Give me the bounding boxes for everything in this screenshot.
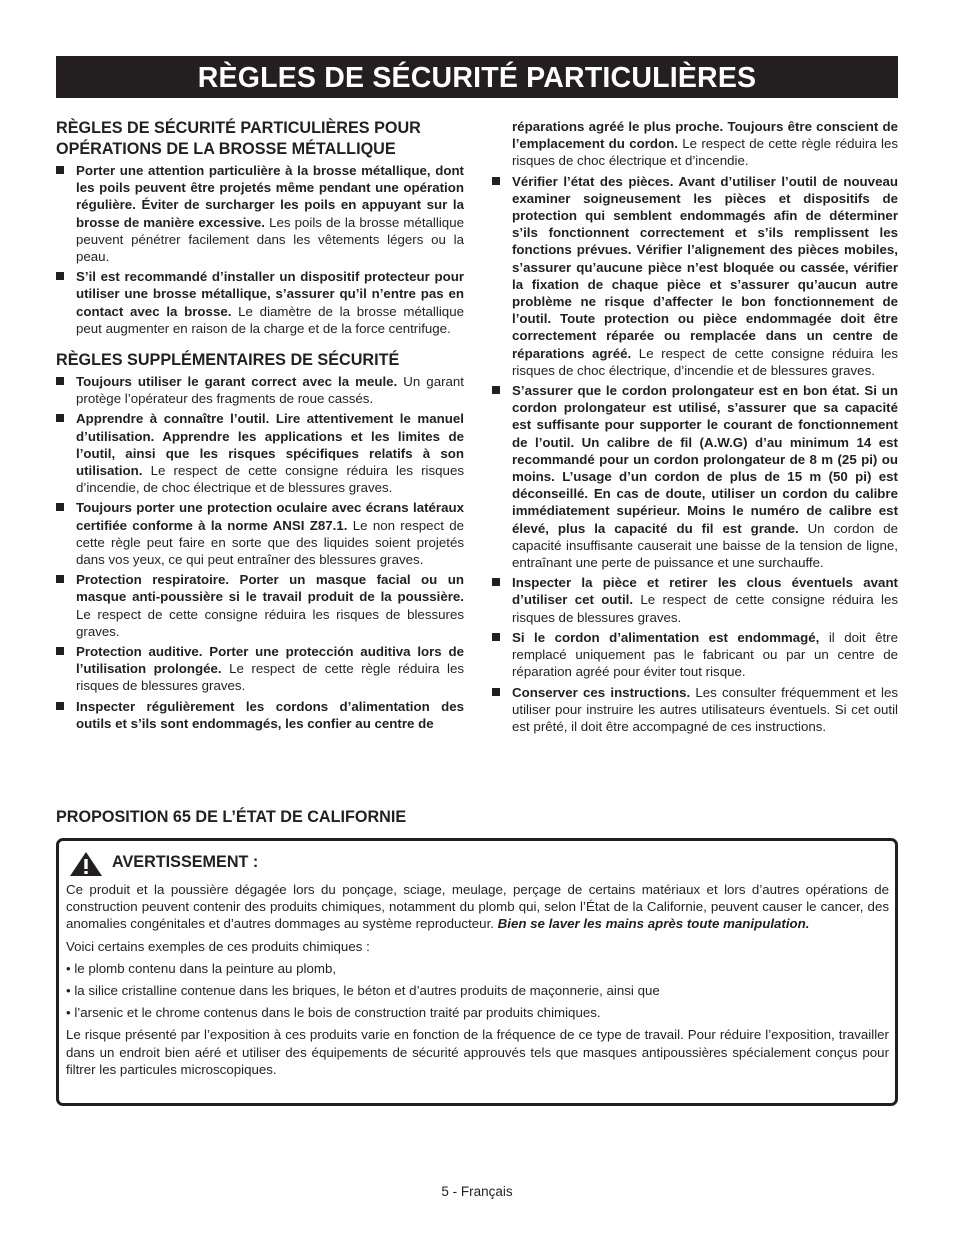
example-item: • le plomb contenu dans la peinture au plomb, bbox=[66, 960, 337, 976]
warning-paragraph bbox=[66, 881, 889, 933]
bullet-square-icon bbox=[56, 702, 64, 710]
prop65-heading: PROPOSITION 65 DE L’ÉTAT DE CALIFORNIE bbox=[56, 808, 407, 826]
item-bold: Toujours utiliser le garant correct avec la meule. bbox=[76, 374, 398, 390]
item-text: Le respect de cette consigne réduira les risques de choc électrique, d’incendie et de blessures graves. bbox=[512, 345, 898, 378]
item-text: Le respect de cette règle réduira les risques de choc électrique et d’incendie. bbox=[512, 136, 899, 169]
page-footer: 5 - Français bbox=[441, 1184, 513, 1199]
additional-rules-heading: RÈGLES SUPPLÉMENTAIRES DE SÉCURITÉ bbox=[56, 351, 400, 370]
wire-brush-heading: RÈGLES DE SÉCURITÉ PARTICULIÈRES POUR OPÉRATIONS DE LA BROSSE MÉTALLIQUE bbox=[56, 119, 421, 158]
item-text: Un cordon de capacité insuffisante causerait une baisse de la tension de ligne, entraînant une perte de puissance et une surchauffe. bbox=[512, 520, 899, 571]
bullet-square-icon bbox=[492, 386, 500, 394]
list-item bbox=[56, 643, 464, 695]
bullet-square-icon bbox=[492, 688, 500, 696]
list-item bbox=[492, 684, 898, 736]
list-item bbox=[56, 698, 464, 732]
closing-paragraph: Le risque présenté par l’exposition à ces produits varie en fonction de la fréquence de ce type de travail. Pour réduire l’exposition, travailler dans un endroit bien aéré et utiliser des équipements de sécurité approuvés tels que masques antipoussières spécialement conçus pour filtrer les particules microscopiques. bbox=[66, 1027, 889, 1077]
list-item bbox=[492, 629, 898, 681]
item-text: Le respect de cette consigne réduira les risques de blessures graves. bbox=[512, 592, 898, 625]
list-item bbox=[56, 162, 464, 265]
example-item: • la silice cristalline contenue dans les briques, le béton et d’autres produits de maçonnerie, ainsi que bbox=[66, 983, 660, 999]
example-item: • l’arsenic et le chrome contenus dans le bois de construction traité par produits chimiques. bbox=[66, 1005, 601, 1021]
item-bold: S’assurer que le cordon prolongateur est en bon état. Si un cordon prolongateur est utilisé, s’assurer que sa capacité est suffisante pour supporter le courant de fonctionnement de l’outil. Un calibre de fil (A.W.G) d’au minimum 14 est recommandé pour un cordon prolongateur de 8 m (25 pi) ou moins. L’usage d’un cordon de plus de 15 m (50 pi) est déconseillé. En cas de doute, utiliser un cordon du calibre immédiatement supérieur. Moins le numéro de calibre est élevé, plus la capacité du fil est grande. bbox=[512, 383, 898, 536]
item-bold: Porter une attention particulière à la brosse métallique, dont les poils peuvent être projetés même pendant une opération régulière. Éviter de surcharger les poils en appuyant sur la brosse de manière excessive. bbox=[76, 163, 464, 230]
list-item bbox=[492, 574, 898, 626]
bullet-square-icon bbox=[56, 647, 64, 655]
bullet-square-icon bbox=[56, 503, 64, 511]
warning-title: AVERTISSEMENT : bbox=[112, 853, 259, 871]
item-bold: Conserver ces instructions. bbox=[512, 684, 691, 700]
warning-box bbox=[56, 838, 898, 1106]
item-bold: Inspecter la pièce et retirer les clous éventuels avant d’utiliser cet outil. bbox=[512, 575, 898, 608]
item-text: Un garant protège l’opérateur des fragments de roue cassés. bbox=[76, 374, 464, 407]
item-bold: Inspecter régulièrement les cordons d’alimentation des outils et s’ils sont endommagés, les confier au centre de bbox=[76, 698, 464, 731]
bullet-square-icon bbox=[56, 575, 64, 583]
bullet-square-icon bbox=[492, 633, 500, 641]
list-item-continuation bbox=[492, 118, 898, 170]
additional-rules-list bbox=[56, 373, 464, 732]
item-text: Le respect de cette règle réduira les risques de blessures graves. bbox=[76, 661, 465, 694]
bullet-square-icon bbox=[492, 177, 500, 185]
examples-intro: Voici certains exemples de ces produits chimiques : bbox=[66, 938, 370, 954]
list-item bbox=[492, 173, 898, 379]
bullet-square-icon bbox=[56, 272, 64, 280]
list-item bbox=[56, 499, 464, 568]
list-item bbox=[56, 268, 464, 337]
bullet-square-icon bbox=[56, 414, 64, 422]
warning-triangle-icon bbox=[69, 851, 103, 877]
item-bold: Toujours porter une protection oculaire avec écrans latéraux certifiée conforme à la norme ANSI Z87.1. bbox=[76, 500, 464, 533]
item-bold: Vérifier l’état des pièces. Avant d’utiliser l’outil de nouveau examiner soigneusement les pièces et dispositifs de protection qui semblent endommagés afin de déterminer s’ils fonctionnent correctement et s’ils remplissent les fonctions prévues. Vérifier l’alignement des pièces mobiles, s’assurer qu’aucune pièce n’est bloquée ou cassée, vérifier la fixation de chaque pièce et s’assurer qu’aucun autre problème ne risque d’affecter le bon fonctionnement de l’outil. Toute protection ou pièce endommagée doit être correctement réparée ou remplacée dans un centre de réparations agréé. bbox=[512, 173, 898, 361]
bullet-square-icon bbox=[56, 166, 64, 174]
bullet-square-icon bbox=[56, 377, 64, 385]
item-bold: Apprendre à connaître l’outil. Lire attentivement le manuel d’utilisation. Apprendre les applications et les limites de l’outil, ainsi que les risques spécifiques relatifs à son utilisation. bbox=[76, 411, 464, 479]
item-bold: Protection auditive. Porter une protección auditiva lors de l’utilisation prolongée. bbox=[76, 644, 464, 677]
left-column bbox=[56, 118, 464, 735]
right-column bbox=[492, 118, 898, 738]
item-bold: S’il est recommandé d’installer un dispositif protecteur pour utiliser une brosse métallique, s’assurer qu’il n’entre pas en contact avec la brosse. bbox=[76, 269, 464, 319]
item-text: Les consulter fréquemment et les utiliser pour instruire les autres utilisateurs éventuels. Si cet outil est prêté, il doit être accompagné de ces instructions. bbox=[512, 684, 899, 734]
item-text: Le respect de cette consigne réduira les risques d’incendie, de choc électrique et de blessures graves. bbox=[76, 463, 464, 496]
item-bold: Si le cordon d’alimentation est endommagé, bbox=[512, 629, 820, 645]
warning-body bbox=[66, 881, 889, 1083]
item-text: Le respect de cette consigne réduira les risques de blessures graves. bbox=[76, 606, 464, 639]
list-item bbox=[56, 373, 464, 407]
warning-text: Ce produit et la poussière dégagée lors du ponçage, sciage, meulage, perçage de certains matériaux et lors d’autres opérations de construction peuvent contenir des produits chimiques, notamment du plomb qui, selon l’État de la Californie, peuvent causer le cancer, des anomalies congénitales et d’autres dommages au système reproducteur. bbox=[66, 882, 889, 932]
item-text: Le diamètre de la brosse métallique peut augmenter en raison de la charge et de la force centrifuge. bbox=[76, 303, 464, 336]
list-item bbox=[492, 382, 898, 571]
item-bold: réparations agréé le plus proche. Toujours être conscient de l’emplacement du cordon. bbox=[512, 119, 898, 152]
item-text: il doit être remplacé uniquement pas le fabricant ou par un centre de réparation agréé pour éviter tout risque. bbox=[512, 629, 899, 680]
item-bold: Protection respiratoire. Porter un masque facial ou un masque anti-poussière si le travail produit de la poussière. bbox=[76, 572, 464, 605]
page-title: RÈGLES DE SÉCURITÉ PARTICULIÈRES bbox=[56, 56, 898, 98]
bullet-square-icon bbox=[492, 578, 500, 586]
item-text: Les poils de la brosse métallique peuvent pénétrer facilement dans les vêtements légers ou la peau. bbox=[76, 214, 464, 265]
item-text: Le non respect de cette règle peut faire en sorte que des liquides soient projetés dans vos yeux, ce qui peut entraîner des blessures graves. bbox=[76, 517, 465, 568]
list-item bbox=[56, 571, 464, 640]
list-item bbox=[56, 410, 464, 496]
wire-brush-list bbox=[56, 162, 464, 337]
warning-emphasis: Bien se laver les mains après toute manipulation. bbox=[497, 916, 810, 932]
